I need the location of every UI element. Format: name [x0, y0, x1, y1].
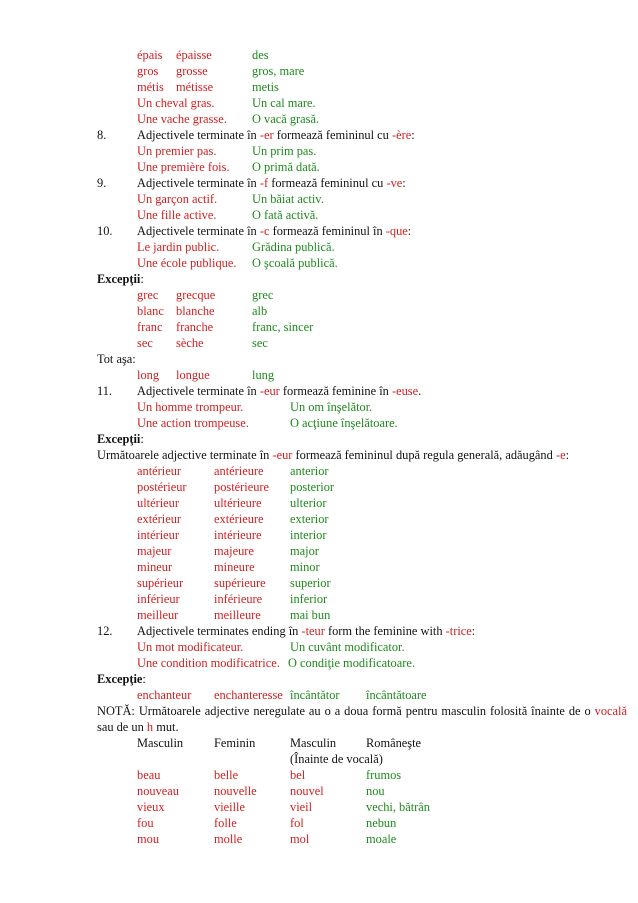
- masculine-form: enchanteur: [137, 688, 192, 702]
- rule-number: 12.: [97, 624, 113, 638]
- masculine-form: mineur: [137, 560, 173, 574]
- feminine-form: vieille: [214, 800, 245, 814]
- masculine-before-vowel: mol: [290, 832, 310, 846]
- feminine-form: franche: [176, 320, 214, 334]
- masculine-form: blanc: [137, 304, 164, 318]
- romanian-translation: sec: [252, 336, 268, 350]
- nota-paragraph: NOTĂ: Următoarele adjective neregulate au o a doua formă pentru masculin folosită înainte de o vocală sau de un h mut.: [97, 704, 627, 734]
- masculine-form: supérieur: [137, 576, 184, 590]
- exception-title: Excepţie: [97, 672, 143, 686]
- rule-number: 10.: [97, 224, 113, 238]
- feminine-form: longue: [176, 368, 210, 382]
- romanian-translation: mai bun: [290, 608, 331, 622]
- feminine-form: mineure: [214, 560, 255, 574]
- romanian-translation: des: [252, 48, 269, 62]
- french-example: Une condition modificatrice.: [137, 656, 280, 670]
- romanian-translation: inferior: [290, 592, 328, 606]
- exceptions-title: Excepţii: [97, 432, 141, 446]
- romanian-masculine: încântător: [290, 688, 340, 702]
- suffix: -euse: [391, 384, 419, 398]
- feminine-form: majeure: [214, 544, 254, 558]
- suffix: -ère: [391, 128, 412, 142]
- romanian-example: O primă dată.: [252, 160, 320, 174]
- suffix: -que: [385, 224, 408, 238]
- romanian-translation: franc, sincer: [252, 320, 314, 334]
- romanian-example: O şcoală publică.: [252, 256, 338, 270]
- romanian-translation: exterior: [290, 512, 329, 526]
- masculine-form: beau: [137, 768, 161, 782]
- rule-number: 8.: [97, 128, 107, 142]
- masculine-form: long: [137, 368, 160, 382]
- romanian-example: O vacă grasă.: [252, 112, 320, 126]
- romanian-translation: ulterior: [290, 496, 327, 510]
- word-vocala: vocală: [594, 704, 627, 718]
- romanian-translation: vechi, bătrân: [366, 800, 430, 814]
- french-example: Un mot modificateur.: [137, 640, 244, 654]
- romanian-translation: nebun: [366, 816, 397, 830]
- word-h: h: [146, 720, 154, 734]
- romanian-translation: grec: [252, 288, 274, 302]
- tot-asa-label: Tot aşa:: [97, 352, 136, 366]
- column-header: Masculin: [137, 736, 184, 750]
- suffix: -teur: [301, 624, 325, 638]
- column-header: Româneşte: [366, 736, 422, 750]
- romanian-translation: lung: [252, 368, 275, 382]
- feminine-form: postérieure: [214, 480, 270, 494]
- suffix: -eur: [259, 384, 280, 398]
- feminine-form: supérieure: [214, 576, 266, 590]
- french-example: Un garçon actif.: [137, 192, 218, 206]
- feminine-form: extérieure: [214, 512, 264, 526]
- romanian-example: Un cuvânt modificator.: [290, 640, 405, 654]
- romanian-example: Grădina publică.: [252, 240, 335, 254]
- masculine-form: nouveau: [137, 784, 179, 798]
- rule-number: 11.: [97, 384, 113, 398]
- feminine-form: folle: [214, 816, 237, 830]
- french-example: Un cheval gras.: [137, 96, 215, 110]
- masculine-form: vieux: [137, 800, 165, 814]
- romanian-translation: major: [290, 544, 319, 558]
- feminine-form: belle: [214, 768, 239, 782]
- masculine-form: sec: [137, 336, 153, 350]
- romanian-translation: anterior: [290, 464, 329, 478]
- romanian-translation: gros, mare: [252, 64, 305, 78]
- rule-text: Adjectivele terminate în -eur formează feminine în -euse.: [137, 384, 422, 398]
- suffix: -c: [259, 224, 270, 238]
- feminine-form: inférieure: [214, 592, 263, 606]
- french-example: Le jardin public.: [137, 240, 220, 254]
- romanian-translation: superior: [290, 576, 331, 590]
- masculine-form: antérieur: [137, 464, 182, 478]
- masculine-before-vowel: bel: [290, 768, 306, 782]
- masculine-form: inférieur: [137, 592, 180, 606]
- feminine-form: épaisse: [176, 48, 212, 62]
- romanian-feminine: încântătoare: [366, 688, 427, 702]
- rule-text: Adjectivele terminate în -f formează femininul cu -ve:: [137, 176, 406, 190]
- feminine-form: grecque: [176, 288, 216, 302]
- romanian-translation: moale: [366, 832, 397, 846]
- masculine-form: meilleur: [137, 608, 179, 622]
- french-example: Un homme trompeur.: [137, 400, 244, 414]
- masculine-form: extérieur: [137, 512, 182, 526]
- masculine-form: majeur: [137, 544, 172, 558]
- romanian-example: Un băiat activ.: [252, 192, 324, 206]
- masculine-form: franc: [137, 320, 163, 334]
- masculine-form: métis: [137, 80, 164, 94]
- masculine-form: grec: [137, 288, 159, 302]
- romanian-translation: interior: [290, 528, 327, 542]
- masculine-before-vowel: fol: [290, 816, 304, 830]
- rule-text: Adjectivele terminate în -c formează femininul în -que:: [137, 224, 412, 238]
- masculine-form: mou: [137, 832, 160, 846]
- masculine-form: gros: [137, 64, 159, 78]
- document-page: épais épaisse des gros grosse gros, mare métis métisse metis Un cheval gras. Un cal mare. Une vache grasse. O vacă grasă. 8. Adjectivele terminate în -er formează femininul cu -ère: Un premier pas. Un prim pas. Une première fois. O primă dată. 9. Adjectivele terminate în -f formează femininul cu -ve: Un garçon actif. Un băiat activ. Une fille active. O fată activă. 10. Adjectivele terminate în -c formează femininul în -que: Le jardin public. Grădina publică. Une école publique. O şcoală publică. Excepţii: grec grecque grec blanc blanche alb franc franche franc, sincer sec sèche sec Tot aşa: long longue lung 11. Adjectivele terminate în -eur formează feminine în -euse. Un homme trompeur. Un om înşelător. Une action trompeuse. O acţiune înşelătoare. Excepţii: Următoarele adjective terminate în -eur formează femininul după regula generală, adăugând -e: antérieur antérieure anterior postérieur postérieure posterior ultérieur ultérieure ulterior extérieur extérieure exterior intérieur intérieure interior majeur majeure major mineur mineure minor supérieur supérieure superior inférieur inférieure inferior meilleur meilleure mai bun 12. Adjectivele terminates ending în -teur form the feminine with -trice: Un mot modificateur. Un cuvânt modificator. Une condition modificatrice. O condiţie modificatoare. Excepţie: enchanteur enchanteresse încântător încântătoare NOTĂ: Următoarele adjective neregulate au o a doua formă pentru masculin folosită înainte de o vocală sau de un h mut. Masculin Feminin Masculin Româneşte (Înainte de vocală) beau belle bel frumos nouveau nouvelle nouvel nou vieux vieille vieil vechi, bătrân fou folle fol nebun mou molle mol moale: [97, 48, 627, 846]
- feminine-form: sèche: [176, 336, 204, 350]
- french-example: Une première fois.: [137, 160, 230, 174]
- french-example: Un premier pas.: [137, 144, 217, 158]
- column-subheader: (Înainte de vocală): [290, 752, 383, 766]
- french-example: Une action trompeuse.: [137, 416, 249, 430]
- masculine-before-vowel: nouvel: [290, 784, 324, 798]
- romanian-example: O fată activă.: [252, 208, 319, 222]
- masculine-form: ultérieur: [137, 496, 179, 510]
- suffix: -trice: [445, 624, 472, 638]
- feminine-form: antérieure: [214, 464, 264, 478]
- rule-text: Adjectivele terminate în -er formează femininul cu -ère:: [137, 128, 415, 142]
- column-header: Feminin: [214, 736, 256, 750]
- masculine-before-vowel: vieil: [290, 800, 313, 814]
- feminine-form: enchanteresse: [214, 688, 283, 702]
- feminine-form: intérieure: [214, 528, 262, 542]
- suffix: -ve: [386, 176, 403, 190]
- suffix: -eur: [272, 448, 293, 462]
- romanian-translation: nou: [366, 784, 385, 798]
- masculine-form: fou: [137, 816, 154, 830]
- rule-number: 9.: [97, 176, 107, 190]
- rule-text: Adjectivele terminates ending în -teur form the feminine with -trice:: [137, 624, 476, 638]
- feminine-form: blanche: [176, 304, 215, 318]
- suffix: -er: [259, 128, 274, 142]
- romanian-example: O condiţie modificatoare.: [288, 656, 415, 670]
- column-header: Masculin: [290, 736, 337, 750]
- feminine-form: métisse: [176, 80, 214, 94]
- feminine-form: molle: [214, 832, 243, 846]
- nota-label: NOTĂ:: [97, 704, 135, 718]
- romanian-translation: frumos: [366, 768, 402, 782]
- masculine-form: postérieur: [137, 480, 187, 494]
- exceptions-title: Excepţii: [97, 272, 141, 286]
- feminine-form: grosse: [176, 64, 208, 78]
- romanian-example: Un cal mare.: [252, 96, 316, 110]
- french-example: Une vache grasse.: [137, 112, 227, 126]
- romanian-example: Un om înşelător.: [290, 400, 373, 414]
- romanian-translation: minor: [290, 560, 320, 574]
- french-example: Une école publique.: [137, 256, 237, 270]
- romanian-example: O acţiune înşelătoare.: [290, 416, 398, 430]
- feminine-form: ultérieure: [214, 496, 262, 510]
- masculine-form: intérieur: [137, 528, 179, 542]
- feminine-form: meilleure: [214, 608, 261, 622]
- romanian-translation: alb: [252, 304, 268, 318]
- french-example: Une fille active.: [137, 208, 217, 222]
- suffix: -e: [555, 448, 566, 462]
- romanian-example: Un prim pas.: [252, 144, 317, 158]
- romanian-translation: posterior: [290, 480, 335, 494]
- suffix: -f: [259, 176, 269, 190]
- romanian-translation: metis: [252, 80, 279, 94]
- feminine-form: nouvelle: [214, 784, 257, 798]
- masculine-form: épais: [137, 48, 163, 62]
